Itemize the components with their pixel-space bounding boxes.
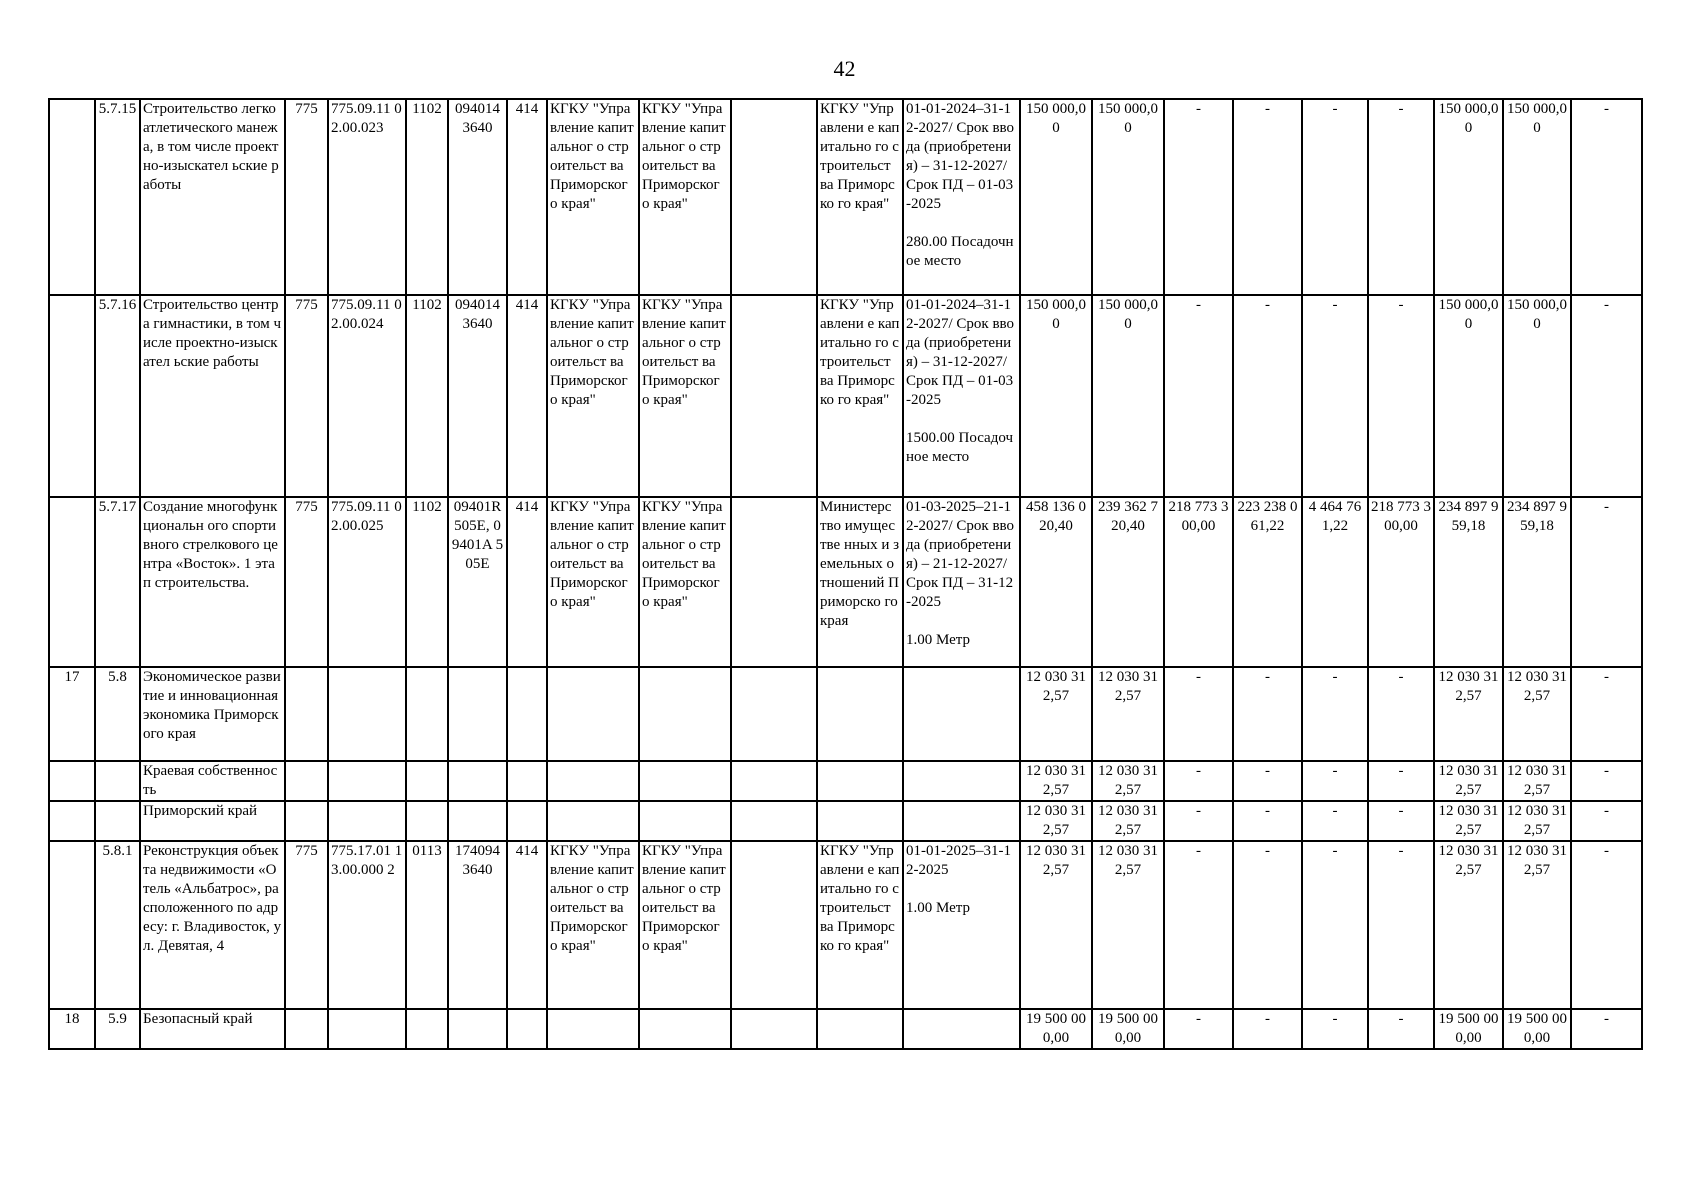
amount-9: -	[1571, 497, 1642, 667]
amount-6: -	[1368, 801, 1434, 841]
expense-type	[507, 667, 547, 761]
target-code	[448, 801, 507, 841]
empty-column	[731, 667, 817, 761]
expense-type	[507, 761, 547, 801]
recipient: КГКУ "Управлени е капитально го строительст ва Приморско го края"	[817, 99, 903, 295]
amount-1: 12 030 31 2,57	[1020, 667, 1092, 761]
amount-2: 12 030 31 2,57	[1092, 761, 1164, 801]
amount-9: -	[1571, 295, 1642, 497]
amount-5: -	[1302, 295, 1368, 497]
amount-3: -	[1164, 761, 1233, 801]
item-code	[95, 801, 140, 841]
customer: КГКУ "Управление капитальног о строительст ва Приморског о края"	[547, 841, 639, 1009]
program-code	[328, 667, 406, 761]
empty-column	[731, 801, 817, 841]
expense-type: 414	[507, 841, 547, 1009]
recipient: Министерс тво имуществе нных и земельных отношений Приморско го края	[817, 497, 903, 667]
amount-8: 150 000,0 0	[1503, 99, 1571, 295]
grbs-code	[285, 667, 328, 761]
item-name: Реконструкция объекта недвижимости «Отель «Альбатрос», расположенного по адресу: г. Владивосток, ул. Девятая, 4	[140, 841, 285, 1009]
amount-7: 150 000,0 0	[1434, 99, 1503, 295]
section-code	[406, 801, 448, 841]
amount-3: -	[1164, 99, 1233, 295]
item-name: Строительство центра гимнастики, в том числе проектно-изыскател ьские работы	[140, 295, 285, 497]
amount-2: 239 362 7 20,40	[1092, 497, 1164, 667]
budget-table	[48, 98, 1643, 1050]
terms	[903, 667, 1020, 761]
amount-4: -	[1233, 801, 1302, 841]
page-number: 42	[833, 56, 856, 81]
expense-type: 414	[507, 99, 547, 295]
table-row	[49, 295, 1642, 497]
amount-9: -	[1571, 667, 1642, 761]
amount-7: 12 030 31 2,57	[1434, 841, 1503, 1009]
target-code: 094014 3640	[448, 295, 507, 497]
section-code	[406, 667, 448, 761]
amount-8: 12 030 31 2,57	[1503, 761, 1571, 801]
capacity-text: 1.00 Метр	[906, 632, 971, 648]
row-number	[49, 801, 95, 841]
customer: КГКУ "Управление капитальног о строительст ва Приморског о края"	[547, 295, 639, 497]
terms-text: 01-01-2024–31-12-2027/ Срок ввода (приобретения) – 31-12-2027/ Срок ПД – 01-03-2025	[906, 101, 1015, 212]
amount-5: -	[1302, 841, 1368, 1009]
amount-2: 12 030 31 2,57	[1092, 667, 1164, 761]
empty-column	[731, 295, 817, 497]
expense-type	[507, 1009, 547, 1049]
grbs-code	[285, 1009, 328, 1049]
item-code: 5.7.16	[95, 295, 140, 497]
amount-4: -	[1233, 99, 1302, 295]
table-row	[49, 497, 1642, 667]
recipient	[817, 761, 903, 801]
table-row	[49, 801, 1642, 841]
amount-7: 12 030 31 2,57	[1434, 667, 1503, 761]
item-name: Создание многофункциональн ого спортивного стрелкового центра «Восток». 1 этап строительства.	[140, 497, 285, 667]
amount-2: 12 030 31 2,57	[1092, 841, 1164, 1009]
table-row	[49, 1009, 1642, 1049]
item-code: 5.8	[95, 667, 140, 761]
amount-1: 19 500 00 0,00	[1020, 1009, 1092, 1049]
amount-7: 150 000,0 0	[1434, 295, 1503, 497]
item-name: Краевая собственность	[140, 761, 285, 801]
amount-5: 4 464 76 1,22	[1302, 497, 1368, 667]
row-number	[49, 295, 95, 497]
terms-text: 01-01-2025–31-12-2025	[906, 843, 1011, 878]
amount-9: -	[1571, 99, 1642, 295]
terms	[903, 497, 1020, 667]
amount-2: 12 030 31 2,57	[1092, 801, 1164, 841]
amount-6: 218 773 3 00,00	[1368, 497, 1434, 667]
amount-8: 12 030 31 2,57	[1503, 841, 1571, 1009]
amount-4: -	[1233, 667, 1302, 761]
builder: КГКУ "Управление капитальног о строительст ва Приморског о края"	[639, 841, 731, 1009]
amount-4: 223 238 061,22	[1233, 497, 1302, 667]
amount-8: 12 030 31 2,57	[1503, 667, 1571, 761]
row-number	[49, 761, 95, 801]
amount-6: -	[1368, 667, 1434, 761]
program-code: 775.09.11 02.00.024	[328, 295, 406, 497]
amount-9: -	[1571, 1009, 1642, 1049]
grbs-code: 775	[285, 99, 328, 295]
item-name: Приморский край	[140, 801, 285, 841]
recipient: КГКУ "Управлени е капитально го строительст ва Приморско го края"	[817, 841, 903, 1009]
terms	[903, 99, 1020, 295]
section-code: 0113	[406, 841, 448, 1009]
capacity-text: 1.00 Метр	[906, 900, 971, 916]
amount-6: -	[1368, 841, 1434, 1009]
program-code: 775.09.11 02.00.023	[328, 99, 406, 295]
section-code	[406, 761, 448, 801]
amount-1: 458 136 0 20,40	[1020, 497, 1092, 667]
table-row	[49, 761, 1642, 801]
item-code: 5.7.15	[95, 99, 140, 295]
customer	[547, 801, 639, 841]
amount-1: 150 000,0 0	[1020, 99, 1092, 295]
amount-8: 12 030 31 2,57	[1503, 801, 1571, 841]
amount-6: -	[1368, 99, 1434, 295]
builder: КГКУ "Управление капитальног о строительст ва Приморског о края"	[639, 295, 731, 497]
amount-8: 234 897 9 59,18	[1503, 497, 1571, 667]
expense-type: 414	[507, 497, 547, 667]
item-name: Экономическое развитие и инновационная экономика Приморского края	[140, 667, 285, 761]
item-code	[95, 761, 140, 801]
amount-6: -	[1368, 761, 1434, 801]
amount-5: -	[1302, 1009, 1368, 1049]
target-code: 094014 3640	[448, 99, 507, 295]
amount-3: -	[1164, 667, 1233, 761]
section-code	[406, 1009, 448, 1049]
terms	[903, 761, 1020, 801]
amount-2: 150 000,0 0	[1092, 295, 1164, 497]
amount-3: -	[1164, 801, 1233, 841]
target-code	[448, 667, 507, 761]
customer	[547, 761, 639, 801]
amount-4: -	[1233, 1009, 1302, 1049]
capacity-text: 280.00 Посадочное место	[906, 234, 1014, 269]
section-code: 1102	[406, 295, 448, 497]
target-code	[448, 1009, 507, 1049]
amount-2: 150 000,0 0	[1092, 99, 1164, 295]
builder: КГКУ "Управление капитальног о строительст ва Приморског о края"	[639, 99, 731, 295]
terms	[903, 801, 1020, 841]
item-name: Строительство легкоатлетического манежа, в том числе проектно-изыскател ьские работы	[140, 99, 285, 295]
item-code: 5.9	[95, 1009, 140, 1049]
amount-8: 150 000,0 0	[1503, 295, 1571, 497]
amount-7: 234 897 9 59,18	[1434, 497, 1503, 667]
grbs-code: 775	[285, 841, 328, 1009]
amount-3: -	[1164, 841, 1233, 1009]
builder	[639, 761, 731, 801]
amount-4: -	[1233, 841, 1302, 1009]
amount-9: -	[1571, 841, 1642, 1009]
customer	[547, 1009, 639, 1049]
program-code	[328, 1009, 406, 1049]
row-number	[49, 497, 95, 667]
empty-column	[731, 497, 817, 667]
recipient	[817, 1009, 903, 1049]
builder	[639, 801, 731, 841]
amount-9: -	[1571, 761, 1642, 801]
customer: КГКУ "Управление капитальног о строительст ва Приморског о края"	[547, 497, 639, 667]
amount-8: 19 500 00 0,00	[1503, 1009, 1571, 1049]
grbs-code: 775	[285, 295, 328, 497]
customer	[547, 667, 639, 761]
table-row	[49, 99, 1642, 295]
customer: КГКУ "Управление капитальног о строительст ва Приморског о края"	[547, 99, 639, 295]
item-code: 5.7.17	[95, 497, 140, 667]
amount-1: 12 030 31 2,57	[1020, 801, 1092, 841]
table-row	[49, 667, 1642, 761]
grbs-code: 775	[285, 497, 328, 667]
empty-column	[731, 99, 817, 295]
amount-1: 12 030 31 2,57	[1020, 761, 1092, 801]
terms	[903, 295, 1020, 497]
amount-1: 12 030 31 2,57	[1020, 841, 1092, 1009]
item-code: 5.8.1	[95, 841, 140, 1009]
amount-3: -	[1164, 295, 1233, 497]
empty-column	[731, 1009, 817, 1049]
recipient	[817, 801, 903, 841]
recipient: КГКУ "Управлени е капитально го строительст ва Приморско го края"	[817, 295, 903, 497]
grbs-code	[285, 801, 328, 841]
item-name: Безопасный край	[140, 1009, 285, 1049]
target-code: 09401R 505E, 09401A 505E	[448, 497, 507, 667]
program-code	[328, 801, 406, 841]
empty-column	[731, 841, 817, 1009]
target-code	[448, 761, 507, 801]
amount-7: 12 030 31 2,57	[1434, 761, 1503, 801]
section-code: 1102	[406, 99, 448, 295]
program-code: 775.17.01 13.00.000 2	[328, 841, 406, 1009]
amount-5: -	[1302, 99, 1368, 295]
amount-7: 19 500 00 0,00	[1434, 1009, 1503, 1049]
builder	[639, 1009, 731, 1049]
terms	[903, 1009, 1020, 1049]
section-code: 1102	[406, 497, 448, 667]
builder: КГКУ "Управление капитальног о строительст ва Приморског о края"	[639, 497, 731, 667]
table-row	[49, 841, 1642, 1009]
program-code: 775.09.11 02.00.025	[328, 497, 406, 667]
row-number: 18	[49, 1009, 95, 1049]
target-code: 174094 3640	[448, 841, 507, 1009]
recipient	[817, 667, 903, 761]
terms	[903, 841, 1020, 1009]
builder	[639, 667, 731, 761]
amount-5: -	[1302, 667, 1368, 761]
amount-1: 150 000,0 0	[1020, 295, 1092, 497]
program-code	[328, 761, 406, 801]
terms-text: 01-01-2024–31-12-2027/ Срок ввода (приобретения) – 31-12-2027/ Срок ПД – 01-03-2025	[906, 297, 1015, 408]
empty-column	[731, 761, 817, 801]
amount-4: -	[1233, 761, 1302, 801]
amount-4: -	[1233, 295, 1302, 497]
amount-6: -	[1368, 295, 1434, 497]
capacity-text: 1500.00 Посадочное место	[906, 430, 1013, 465]
row-number	[49, 841, 95, 1009]
row-number	[49, 99, 95, 295]
expense-type	[507, 801, 547, 841]
amount-5: -	[1302, 761, 1368, 801]
amount-6: -	[1368, 1009, 1434, 1049]
amount-2: 19 500 00 0,00	[1092, 1009, 1164, 1049]
amount-9: -	[1571, 801, 1642, 841]
amount-7: 12 030 31 2,57	[1434, 801, 1503, 841]
grbs-code	[285, 761, 328, 801]
amount-5: -	[1302, 801, 1368, 841]
amount-3: 218 773 3 00,00	[1164, 497, 1233, 667]
expense-type: 414	[507, 295, 547, 497]
terms-text: 01-03-2025–21-12-2027/ Срок ввода (приобретения) – 21-12-2027/ Срок ПД – 31-12-2025	[906, 499, 1015, 610]
row-number: 17	[49, 667, 95, 761]
amount-3: -	[1164, 1009, 1233, 1049]
